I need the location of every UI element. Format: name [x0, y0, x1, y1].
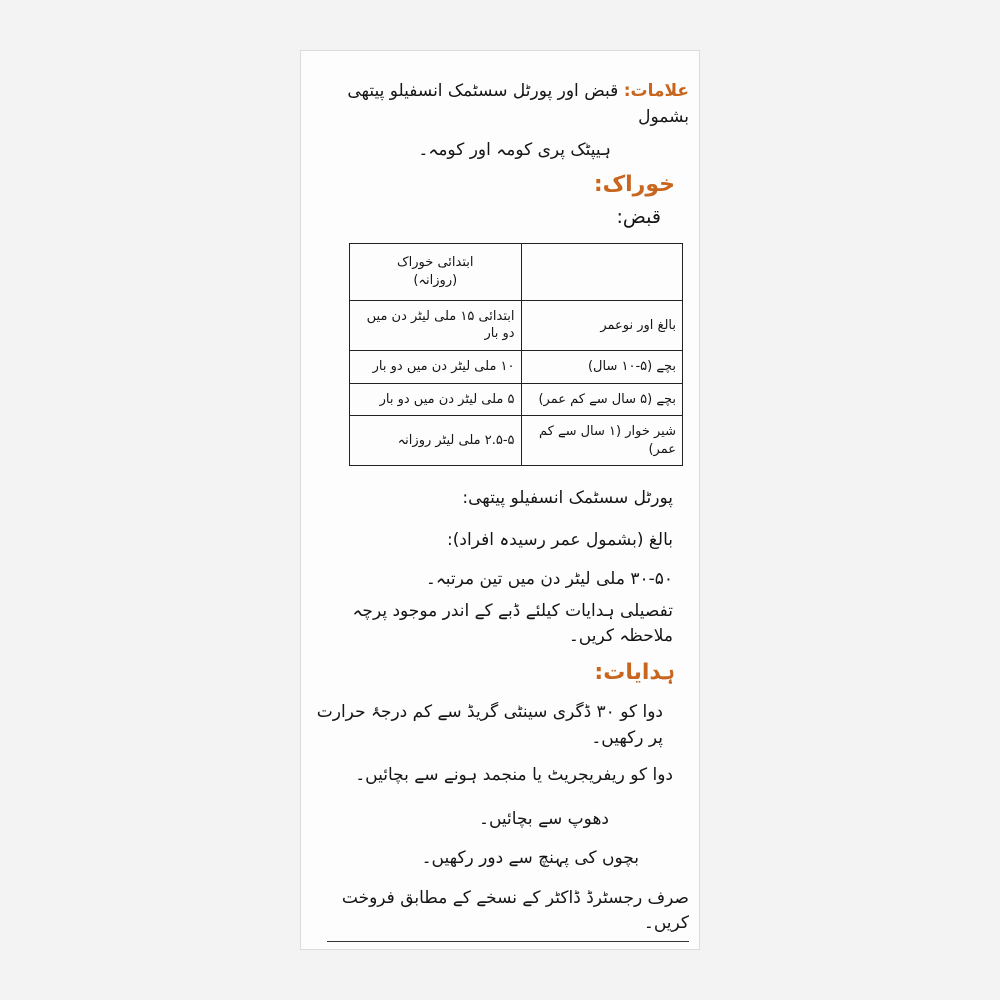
symptoms-text: قبض اور پورٹل سسٹمک انسفیلو پیتھی بشمول: [347, 81, 689, 127]
age-group-cell: بچے (۵-۱۰ سال): [521, 350, 682, 383]
dose-header-note: (روزانہ): [413, 272, 458, 288]
symptoms-line: [315, 79, 689, 130]
group-header-cell: [521, 243, 682, 300]
dosage-table: [349, 243, 683, 466]
dose-cell: ۱۰ ملی لیٹر دن میں دو بار: [350, 350, 522, 383]
dose-cell: ۵ ملی لیٹر دن میں دو بار: [350, 383, 522, 416]
leaflet-note: تفصیلی ہدایات کیلئے ڈبے کے اندر موجود پرچہ ملاحظہ کریں۔: [352, 600, 673, 647]
direction-item: دوا کو ریفریجریٹ یا منجمد ہونے سے بچائیں۔: [355, 765, 673, 786]
symptoms-label: علامات:: [623, 81, 689, 101]
sale-notice: صرف رجسٹرڈ ڈاکٹر کے نسخے کے مطابق فروخت کریں۔: [327, 886, 689, 942]
dosage-table-header-row: [350, 243, 683, 300]
dose-header-cell: [350, 243, 522, 300]
age-group-cell: شیر خوار (۱ سال سے کم عمر): [521, 416, 682, 466]
directions-heading: ہدایات:: [594, 659, 675, 685]
constipation-label: قبض:: [616, 206, 661, 229]
package-back-panel: [300, 50, 700, 950]
direction-item: بچوں کی پہنچ سے دور رکھیں۔: [421, 848, 639, 869]
table-row: [350, 350, 683, 383]
table-row: [350, 300, 683, 350]
pse-title: پورٹل سسٹمک انسفیلو پیتھی:: [462, 488, 673, 509]
direction-item: دوا کو ۳۰ ڈگری سینٹی گریڈ سے کم درجۂ حرارت پر رکھیں۔: [316, 702, 663, 748]
direction-item: دھوپ سے بچائیں۔: [479, 808, 609, 829]
table-row: [350, 416, 683, 466]
dose-cell: ۲.۵-۵ ملی لیٹر روزانہ: [350, 416, 522, 466]
dose-header: ابتدائی خوراک: [397, 255, 474, 271]
dose-cell: ابتدائی ۱۵ ملی لیٹر دن میں دو بار: [350, 300, 522, 350]
symptoms-continuation: ہیپٹک پری کومہ اور کومہ۔: [418, 140, 611, 160]
table-row: [350, 383, 683, 416]
pse-adults-dose: ۳۰-۵۰ ملی لیٹر دن میں تین مرتبہ۔: [425, 569, 673, 590]
age-group-cell: بالغ اور نوعمر: [521, 300, 682, 350]
dosage-heading: خوراک:: [593, 171, 675, 197]
pse-adults-label: بالغ (بشمول عمر رسیدہ افراد):: [447, 529, 673, 550]
age-group-cell: بچے (۵ سال سے کم عمر): [521, 383, 682, 416]
